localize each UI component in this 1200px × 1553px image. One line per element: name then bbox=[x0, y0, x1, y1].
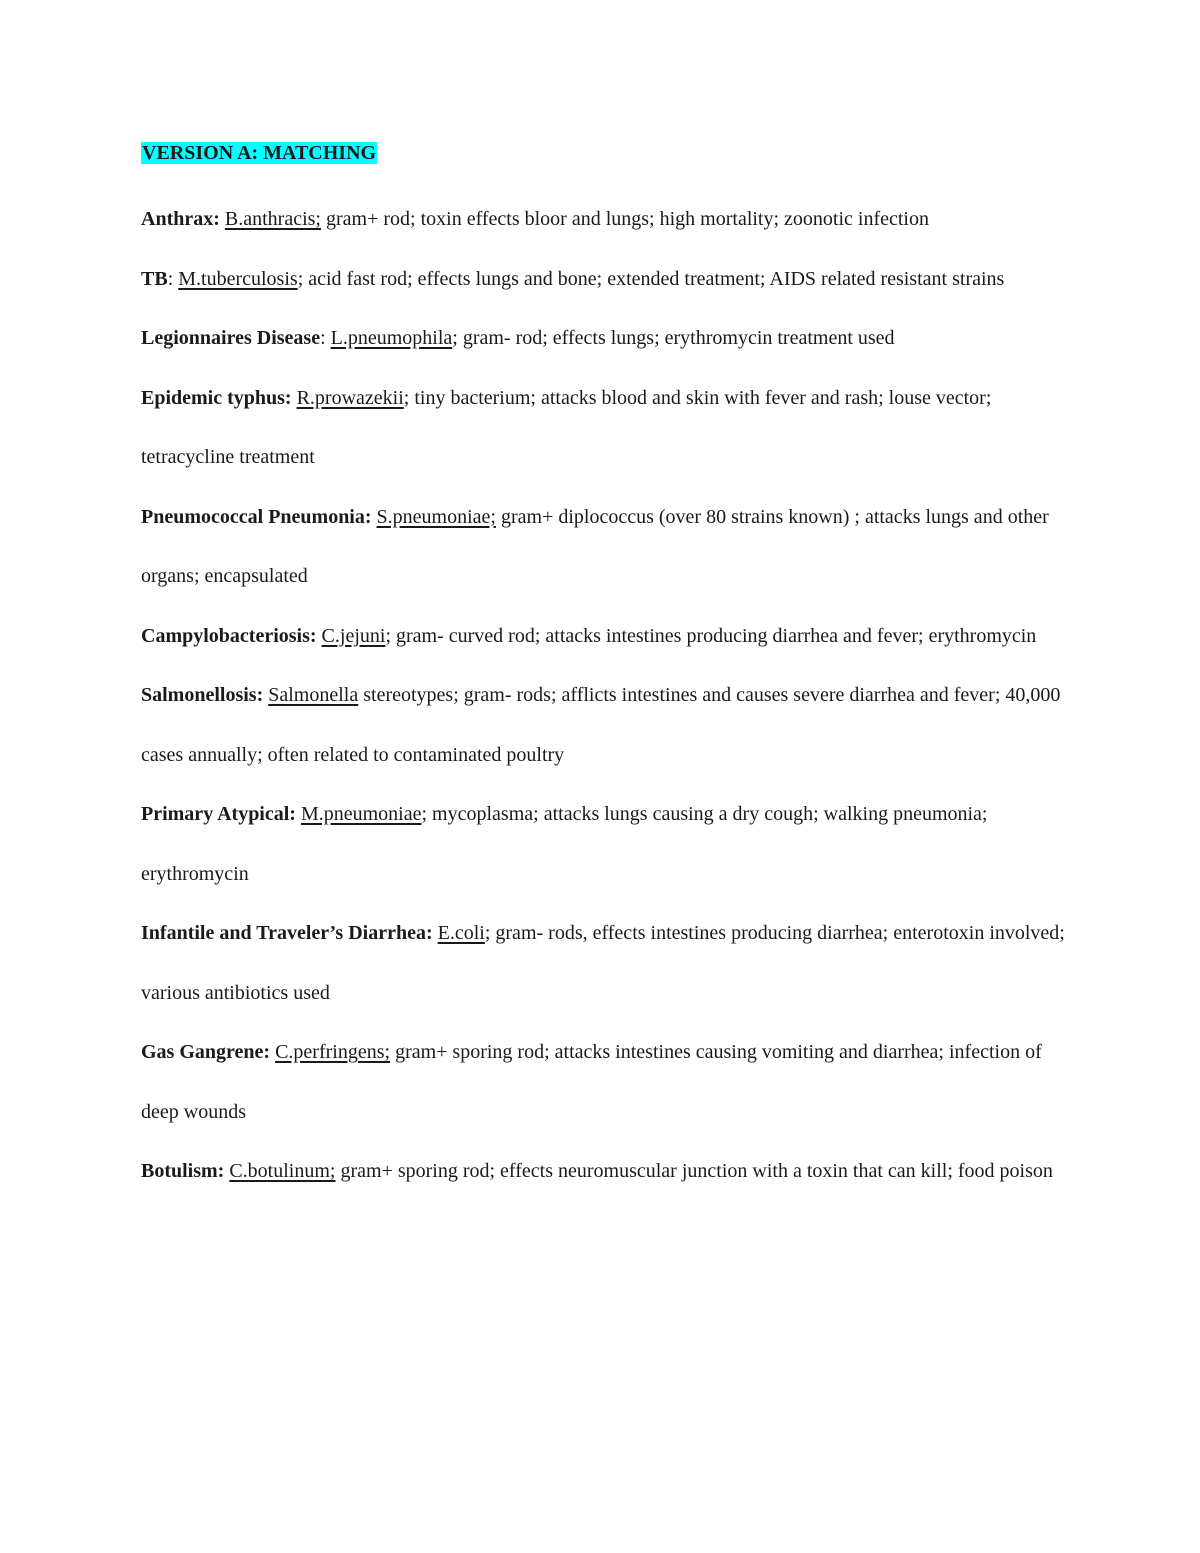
disease-term: Botulism: bbox=[141, 1160, 225, 1182]
term-separator: : bbox=[320, 327, 331, 349]
organism-name: M.tuberculosis bbox=[178, 267, 298, 290]
disease-term: Pneumococcal Pneumonia: bbox=[141, 505, 372, 528]
entry-description: stereotypes; gram- rods; afflicts intestines and causes severe diarrhea and fever; 40,000 cases annually; often related to contaminated poultry bbox=[141, 684, 1061, 766]
entry-gas-gangrene bbox=[141, 1023, 1071, 1142]
entry-description: ; acid fast rod; effects lungs and bone; extended treatment; AIDS related resistant strains bbox=[297, 267, 1005, 290]
organism-name: M.pneumoniae bbox=[300, 803, 422, 825]
organism-name: Salmonella bbox=[268, 684, 359, 706]
organism-name: C.jejuni bbox=[321, 624, 386, 647]
entry-description: ; mycoplasma; attacks lungs causing a dry cough; walking pneumonia; erythromycin bbox=[141, 803, 988, 885]
entry-salmonellosis bbox=[141, 666, 1071, 785]
entry-description: gram+ diplococcus (over 80 strains known) ; attacks lungs and other organs; encapsulated bbox=[141, 505, 1049, 587]
heading-highlight: VERSION A: MATCHING bbox=[142, 142, 377, 164]
entry-description: gram+ rod; toxin effects bloor and lungs; high mortality; zoonotic infection bbox=[320, 208, 929, 230]
disease-term: Gas Gangrene: bbox=[141, 1041, 271, 1063]
organism-name: R.prowazekii bbox=[296, 386, 404, 409]
entry-description: gram+ sporing rod; effects neuromuscular junction with a toxin that can kill; food poison bbox=[335, 1160, 1053, 1182]
entry-travelers-diarrhea bbox=[141, 904, 1071, 1023]
organism-name: B.anthracis; bbox=[224, 208, 321, 230]
disease-term: Epidemic typhus: bbox=[141, 386, 292, 409]
entry-tb bbox=[141, 250, 1071, 310]
entry-description: ; gram- rod; effects lungs; erythromycin treatment used bbox=[452, 327, 895, 349]
entry-description: ; gram- curved rod; attacks intestines producing diarrhea and fever; erythromycin bbox=[385, 624, 1037, 647]
disease-term: Salmonellosis: bbox=[141, 684, 264, 706]
entry-primary-atypical bbox=[141, 785, 1071, 904]
term-separator: : bbox=[167, 267, 179, 290]
disease-term: Legionnaires Disease bbox=[141, 327, 321, 349]
organism-name: C.botulinum; bbox=[229, 1160, 336, 1182]
document-heading bbox=[141, 131, 1071, 175]
entry-epidemic-typhus bbox=[141, 369, 1071, 488]
entry-anthrax bbox=[141, 190, 1071, 250]
organism-name: C.perfringens; bbox=[275, 1041, 391, 1063]
disease-term: Anthrax: bbox=[141, 208, 220, 230]
disease-term: Campylobacteriosis: bbox=[141, 624, 317, 647]
disease-term: Infantile and Traveler’s Diarrhea: bbox=[141, 922, 433, 944]
document-page bbox=[141, 131, 1071, 1202]
disease-term: TB bbox=[141, 267, 168, 290]
entry-legionnaires bbox=[141, 309, 1071, 369]
organism-name: L.pneumophila bbox=[330, 327, 453, 349]
disease-term: Primary Atypical: bbox=[141, 803, 296, 825]
entry-pneumococcal-pneumonia bbox=[141, 488, 1071, 607]
entry-botulism bbox=[141, 1142, 1071, 1202]
entry-description: ; gram- rods, effects intestines producing diarrhea; enterotoxin involved; various antibiotics used bbox=[141, 922, 1065, 1004]
entry-campylobacteriosis bbox=[141, 607, 1071, 667]
entry-description: gram+ sporing rod; attacks intestines causing vomiting and diarrhea; infection of deep wounds bbox=[141, 1041, 1042, 1123]
entry-description: ; tiny bacterium; attacks blood and skin with fever and rash; louse vector; tetracycline treatment bbox=[141, 386, 992, 468]
organism-name: E.coli bbox=[437, 922, 485, 944]
organism-name: S.pneumoniae; bbox=[376, 505, 496, 528]
